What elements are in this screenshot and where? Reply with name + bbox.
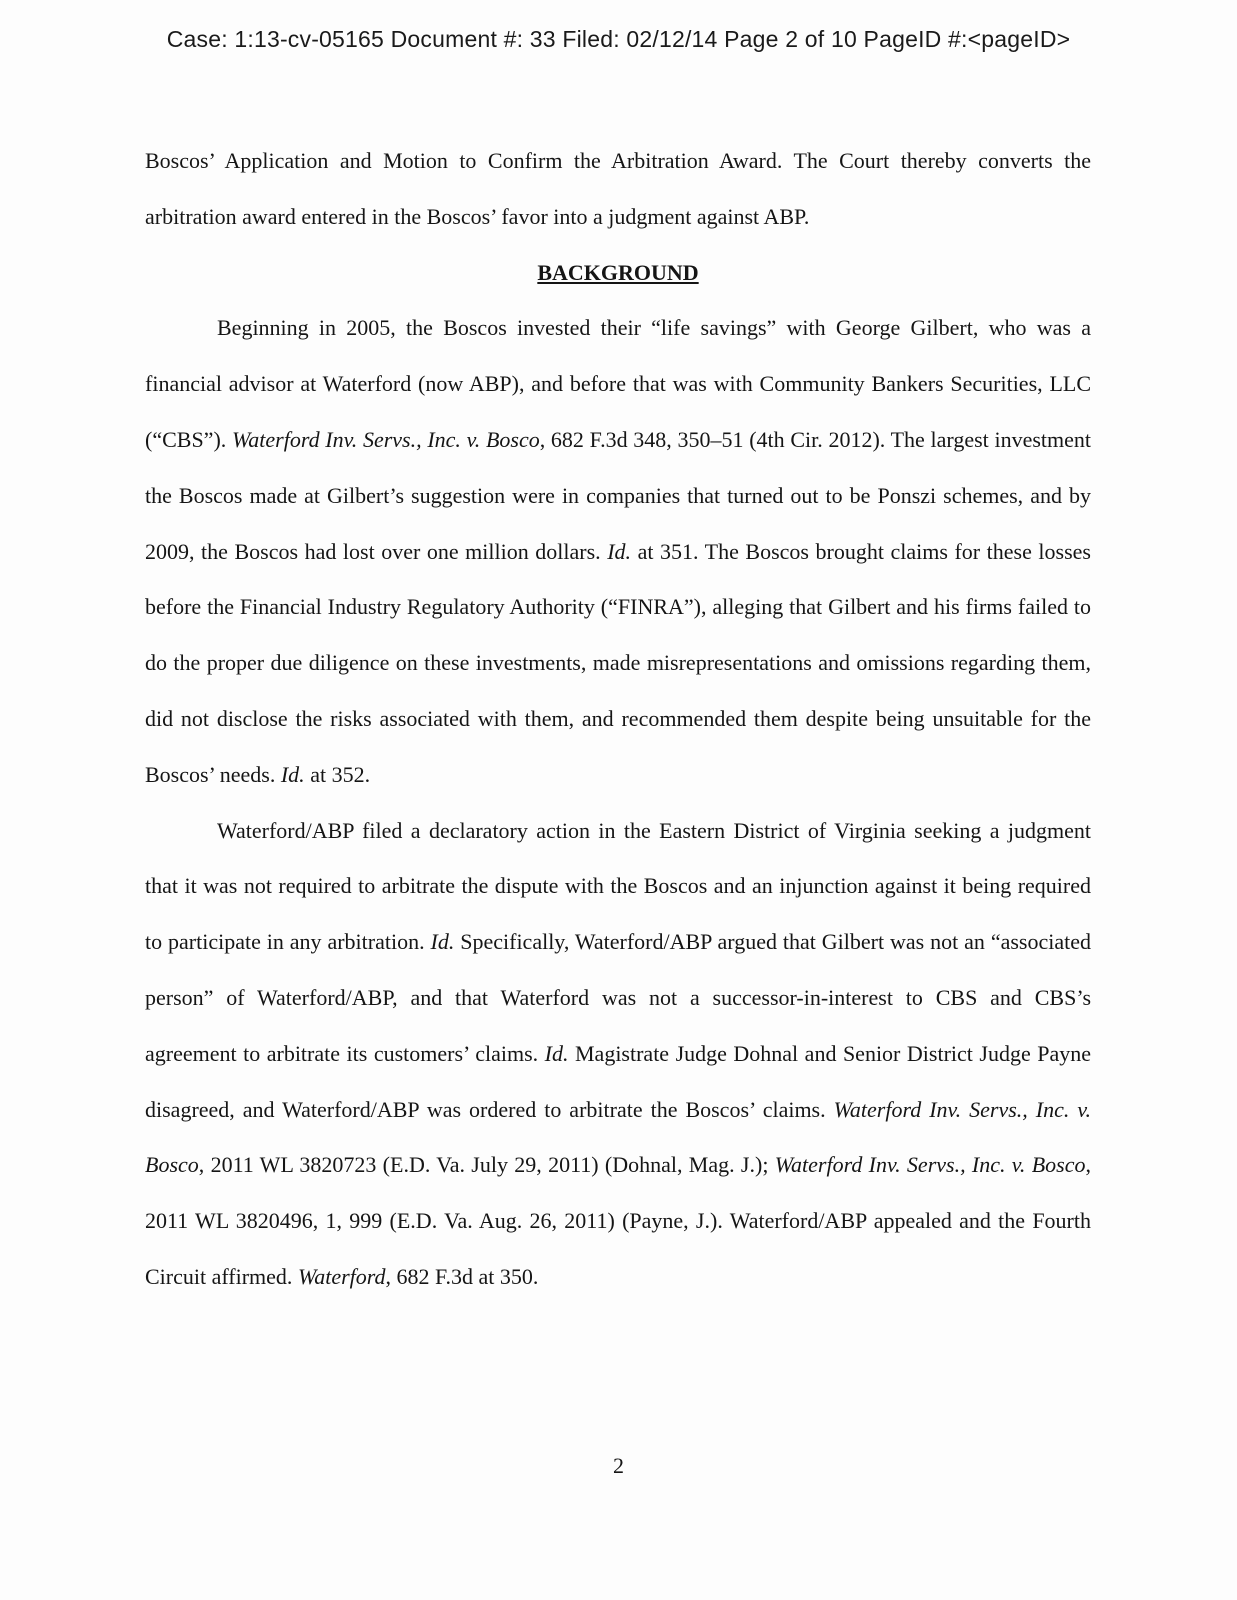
document-body (145, 133, 1091, 1305)
text-run: Beginning in 2005, the Boscos invested their “life savings” with George Gilbert, who was a financial advisor at Waterford (now ABP), and before that was with Community Bankers Securities, LLC (“CBS”). (145, 315, 1091, 452)
case-citation: Waterford Inv. Servs., Inc. v. Bosco (145, 1096, 1091, 1178)
id-citation: Id. (607, 538, 632, 564)
background-paragraph-2 (145, 803, 1091, 1305)
text-run: at 351. The Boscos brought claims for these losses before the Financial Industry Regulatory Authority (“FINRA”), alleging that Gilbert and his firms failed to do the proper due diligence on these investments, made misrepresentations and omissions regarding them, did not disclose the risks associated with them, and recommended them despite being unsuitable for the Boscos’ needs. (145, 538, 1091, 787)
text-run: , 682 F.3d at 350. (385, 1263, 539, 1289)
background-paragraph-1 (145, 300, 1091, 802)
section-heading: BACKGROUND (537, 259, 699, 285)
intro-paragraph: Boscos’ Application and Motion to Confirm the Arbitration Award. The Court thereby converts the arbitration award entered in the Boscos’ favor into a judgment against ABP. (145, 148, 1091, 229)
case-citation: Waterford Inv. Servs., Inc. v. Bosco (231, 426, 540, 452)
case-citation: Waterford Inv. Servs., Inc. v. Bosco (774, 1152, 1086, 1178)
case-citation: Waterford (297, 1263, 386, 1289)
text-run: at 352. (304, 761, 371, 787)
text-run: Specifically, Waterford/ABP argued that Gilbert was not an “associated person” of Waterford/ABP, and that Waterford was not a successor-in-interest to CBS and CBS’s agreement to arbitrate its customers’ claims. (145, 929, 1091, 1066)
case-header: Case: 1:13-cv-05165 Document #: 33 Filed: 02/12/14 Page 2 of 10 PageID #:<pageID> (166, 26, 1071, 52)
id-citation: Id. (280, 761, 305, 787)
text-run: , 682 F.3d 348, 350–51 (4th Cir. 2012). The largest investment the Boscos made at Gilbert’s suggestion were in companies that turned out to be Ponszi schemes, and by 2009, the Boscos had lost over one million dollars. (145, 426, 1092, 564)
id-citation: Id. (430, 929, 455, 955)
page-number: 2 (613, 1453, 624, 1478)
text-run: , 2011 WL 3820496, 1, 999 (E.D. Va. Aug. 26, 2011) (Payne, J.). Waterford/ABP appealed and the Fourth Circuit affirmed. (145, 1152, 1092, 1289)
text-run: Magistrate Judge Dohnal and Senior District Judge Payne disagreed, and Waterford/ABP was ordered to arbitrate the Boscos’ claims. (145, 1040, 1091, 1122)
id-citation: Id. (544, 1040, 569, 1066)
text-run: Waterford/ABP filed a declaratory action in the Eastern District of Virginia seeking a judgment that it was not required to arbitrate the dispute with the Boscos and an injunction against it being required to participate in any arbitration. (145, 817, 1091, 955)
text-run: , 2011 WL 3820723 (E.D. Va. July 29, 2011) (Dohnal, Mag. J.); (198, 1152, 775, 1178)
